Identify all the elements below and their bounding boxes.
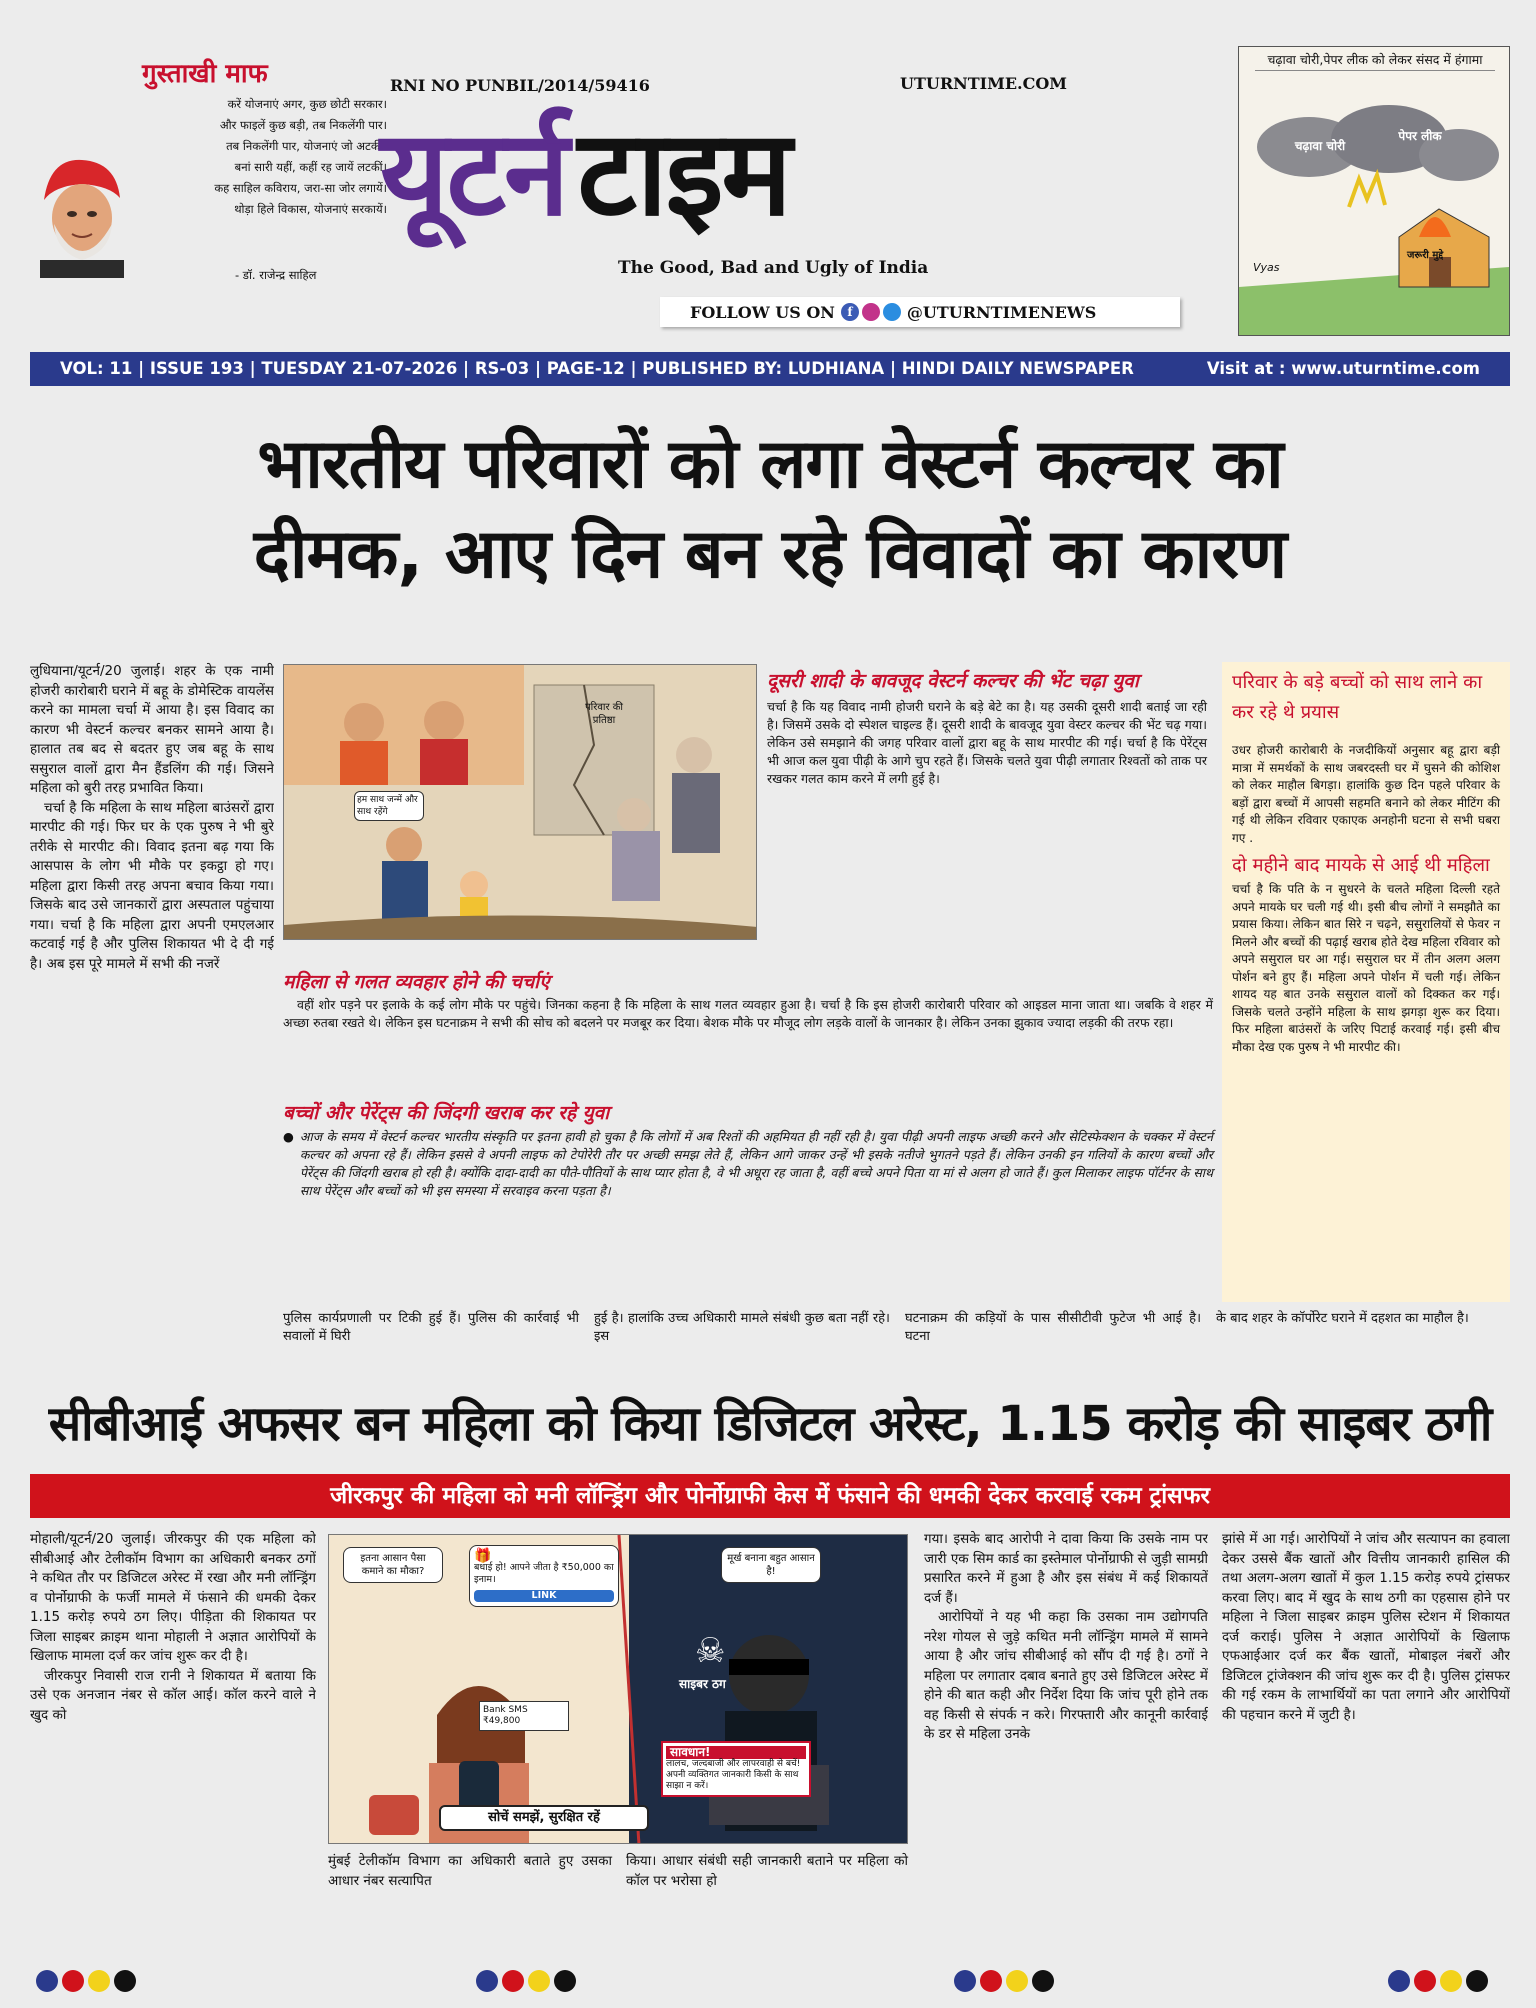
rni-number: RNI NO PUNBIL/2014/59416 (390, 76, 650, 95)
warning-text: लालच, जल्दबाजी और लापरवाही से बचें! अपनी व्यक्तिगत जानकारी किसी के साथ साझा न करें। (666, 1759, 801, 1791)
story1-illustration (283, 664, 757, 940)
story2-headline: सीबीआई अफसर बन महिला को किया डिजिटल अरेस्ट, 1.15 करोड़ की साइबर ठगी (48, 1396, 1492, 1452)
main-headline (30, 420, 1510, 600)
story1-sidebar-box (1222, 662, 1510, 1302)
story1-column-1 (30, 662, 274, 1360)
story2-para-3: गया। इसके बाद आरोपी ने दावा किया कि उसके नाम पर जारी एक सिम कार्ड का इस्तेमाल पोर्नोग्राफी से जुड़ी सामग्री प्रसारित करने में हुआ है और इस संबंध में कई शिकायतें दर्ज हैं। (924, 1531, 1208, 1606)
masthead-name-part1: यूटर्न (380, 104, 568, 242)
story2-para-4: आरोपियों ने यह भी कहा कि उसका नाम उद्योगपति नरेश गोयल से जुड़े कथित मनी लॉन्ड्रिंग मामले में सामने आया है और जांच सीबीआई को सौंप दी गई है। ठगों ने महिला पर लगातार दबाव बनाते हुए उसे डिजिटल अरेस्ट में होने की बात कही और निर्देश दिया कि जांच पूरी होने तक वह किसी से संपर्क न करे। गिरफ्तारी और कानूनी कार्रवाई के डर से महिला उनके (924, 1609, 1208, 1742)
illustration-phone-screen (469, 1545, 619, 1607)
masthead-title (380, 88, 790, 242)
corner-title: गुस्ताखी माफ (142, 59, 268, 89)
box-body-1: उधर होजरी कारोबारी के नजदीकियों अनुसार बहू द्वारा बड़ी मात्रा में समर्थकों के साथ जबरदस्ती घर में घुसने की कोशिश को लेकर माहौल बिगड़ा। हालांकि कुछ दिन पहले परिवार के बड़ों द्वारा बच्चों में आपसी सहमति बनाने को लेकर मीटिंग की गई थी लेकिन रविवार एकाएक अनहोनी घटना से सभी घबरा गए . (1232, 743, 1500, 845)
masthead-name-part2: टाइम (577, 104, 790, 242)
box-heading-2: दो महीने बाद मायके से आई थी महिला (1232, 855, 1490, 876)
story2-column-4: झांसे में आ गई। आरोपियों ने जांच और सत्यापन का हवाला देकर उससे बैंक खातों और वित्तीय जानकारी हासिल की तथा अलग-अलग खातों में कुल 1.15 करोड़ रुपये ट्रांसफर करवा लिए। बाद में खुद के साथ ठगी का एहसास होने पर महिला ने जिला साइबर क्राइम पुलिस स्टेशन में शिकायत दर्ज कराई। पुलिस ने अज्ञात आरोपियों के खिलाफ एफआईआर दर्ज कर बैंक खातों, मोबाइल नंबरों और डिजिटल ट्रांजेक्शन की जांच शुरू कर दी है। पुलिस ट्रांसफर की गई रकम के लाभार्थियों का पता लगाने और आरोपियों की पहचान करने में जुटी है। (1222, 1531, 1510, 1723)
box-body-2: चर्चा है कि पति के न सुधरने के चलते महिला दिल्ली रहते अपने मायके घर चली गई थी। इसी बीच लोगों ने समझौते का प्रयास किया। लेकिन बात सिरे न चढ़ने, ससुरालियों से फेवर न मिलने और बच्चों की पढ़ाई खराब होते देख महिला रविवार को अपने ससुराल घर आ गई। ससुराल घर में तीन अलग अलग पोर्शन बने हुए हैं। महिला अपने पोर्शन में चली गई। लेकिन शायद यह बात उनके ससुराल वालों को दिक्कत कर गई। जिसके चलते उन्होंने महिला के साथ झगड़ा शुरू कर दिया। फिर महिला बाउंसरों के जरिए पिटाई करवाई गई। इसी बीच मौका देख एक पुरुष ने भी मारपीट की। (1232, 882, 1500, 1054)
registration-marks (0, 1970, 1536, 2000)
illustration-bubble-3: मूर्ख बनाना बहुत आसान है! (721, 1547, 821, 1583)
main-headline-line-1: भारतीय परिवारों को लगा वेस्टर्न कल्चर का (257, 425, 1283, 504)
story1-sub-2 (283, 968, 1213, 1032)
gift-icon: 🎁 (474, 1548, 492, 1564)
skull-label: साइबर ठग (679, 1677, 726, 1691)
link-button[interactable]: LINK (474, 1590, 614, 1602)
phone-message: बधाई हो! आपने जीता है ₹50,000 का इनाम। (474, 1562, 614, 1585)
story1-bottom-col-2: हुई है। हालांकि उच्च अधिकारी मामले संबंधी कुछ बता नहीं रहे। इस (594, 1311, 890, 1344)
follow-bar (660, 297, 1180, 327)
follow-label: FOLLOW US ON (690, 302, 835, 322)
issue-info: VOL: 11 | ISSUE 193 | TUESDAY 21-07-2026 | RS-03 | PAGE-12 | PUBLISHED BY: LUDHIANA | HINDI DAILY NEWSPAPER (60, 359, 1134, 378)
poem-line: तब निकलेंगी पार, योजनाएं जो अटकीं। (226, 139, 387, 153)
story2-illustration (328, 1534, 908, 1844)
cartoon-caption: चढ़ावा चोरी,पेपर लीक को लेकर संसद में हंगामा (1255, 51, 1495, 71)
story2-para-2: जीरकपुर निवासी राज रानी ने शिकायत में बताया कि उसे एक अनजान नंबर से कॉल आई। कॉल करने वाले ने खुद को (30, 1667, 316, 1723)
corner-column (30, 50, 387, 300)
cartoon-cloud-label-1: चढ़ावा चोरी (1294, 139, 1346, 153)
cartoon-drawing (1239, 87, 1509, 335)
sub-body: वहीं शोर पड़ने पर इलाके के कई लोग मौके पर पहुंचे। जिनका कहना है कि महिला के साथ गलत व्यवहार हुआ है। चर्चा है कि इस होजरी कारोबारी परिवार को आइडल माना जाता था। जबकि वे शहर में अच्छा रुतबा रखते थे। लेकिन इस घटनाक्रम ने सभी की सोच को बदलने पर मजबूर कर दिया। बेशक मौके पर मौजूद लोग लड़के वालों के जानकार है। लेकिन उनका झुकाव ज्यादा लड़की की तरफ रहा। (283, 997, 1213, 1030)
story1-bottom-col-1: पुलिस कार्यप्रणाली पर टिकी हुई हैं। पुलिस की कार्रवाई भी सवालों में घिरी (283, 1311, 579, 1344)
social-handle[interactable]: @UTURNTIMENEWS (906, 302, 1097, 322)
poem-line: करें योजनाएं अगर, कुछ छोटी सरकार। (227, 97, 387, 111)
skull-icon: ☠ (695, 1631, 726, 1671)
masthead-tagline: The Good, Bad and Ugly of India (618, 258, 929, 278)
twitter-icon[interactable] (883, 303, 901, 321)
sub-heading: दूसरी शादी के बावजूद वेस्टर्न कल्चर की भेंट चढ़ा युवा (767, 670, 1139, 692)
story1-sub-3 (283, 1098, 1213, 1200)
color-dots (1388, 1970, 1492, 1996)
issue-info-bar (30, 352, 1510, 386)
site-url[interactable]: UTURNTIME.COM (900, 74, 1067, 93)
warning-box (661, 1741, 811, 1797)
story1-para-1: लुधियाना/यूटर्न/20 जुलाई। शहर के एक नामी होजरी कारोबारी घराने में बहू के डोमेस्टिक वायलेंस करने का मामला चर्चा में आया है। इस विवाद का कारण भी वेस्टर्न कल्चर बनकर सामने आया है। हालात तब बद से बदतर हुए जब बहू के साथ ससुराल वालों द्वारा मैन हैंडलिंग की गई। जिसने महिला को बुरी तरह प्रभावित किया। (30, 663, 274, 796)
banner-text: जीरकपुर की महिला को मनी लॉन्ड्रिंग और पोर्नोग्राफी केस में फंसाने की धमकी देकर करवाई रकम ट्रांसफर (330, 1483, 1210, 1509)
corner-poem (102, 94, 387, 220)
story2-under-image-1: मुंबई टेलीकॉम विभाग का अधिकारी बताते हुए उसका आधार नंबर सत्यापित (328, 1853, 612, 1889)
instagram-icon[interactable] (862, 303, 880, 321)
story2-column-1 (30, 1530, 316, 1950)
cartoon-cloud-label-2: पेपर लीक (1398, 129, 1442, 143)
bullet-icon: ● (283, 1129, 294, 1144)
color-dots (954, 1970, 1058, 1996)
sub-heading: बच्चों और पेरेंट्स की जिंदगी खराब कर रहे युवा (283, 1102, 610, 1124)
poem-line: और फाइलें कुछ बड़ी, तब निकलेंगी पार। (219, 118, 387, 132)
story1-bottom-col-4: के बाद शहर के कॉर्पोरेट घराने में दहशत का माहौल है। (1216, 1311, 1469, 1326)
story2-under-image-2: किया। आधार संबंधी सही जानकारी बताने पर महिला को कॉल पर भरोसा हो (626, 1853, 908, 1889)
main-headline-line-2: दीमक, आए दिन बन रहे विवादों का कारण (253, 515, 1287, 594)
facebook-icon[interactable]: f (841, 303, 859, 321)
story1-para-2: चर्चा है कि महिला के साथ महिला बाउंसरों द्वारा मारपीट की गई। फिर घर के एक पुरुष ने भी बुरे तरीके से मारपीट की। विवाद इतना बढ़ गया कि आसपास के लोग भी मौके पर इकट्ठा हो गए। महिला द्वारा किसी तरह अपना बचाव किया गया। जिसके बाद उसे जानकारों द्वारा अस्पताल पहुंचाया गया। चर्चा है कि महिला द्वारा अपनी एमएलआर कटवाई गई है और पुलिस शिकायत भी दे दी गई है। अब इस पूरे मामले में सभी की नजरें (30, 799, 274, 972)
illustration-sms: Bank SMS ₹49,800 (479, 1701, 569, 1731)
poem-author: - डॉ. राजेन्द्र साहिल (235, 268, 317, 282)
cartoon-signature: Vyas (1253, 261, 1280, 274)
story2-para-1: मोहाली/यूटर्न/20 जुलाई। जीरकपुर की एक महिला को सीबीआई और टेलीकॉम विभाग का अधिकारी बनकर ठगों ने कथित तौर पर डिजिटल अरेस्ट में रखा और मनी लॉन्ड्रिंग व पोर्नोग्राफी के फर्जी मामले में फंसाने की धमकी देकर 1.15 करोड़ रुपये ठग लिए। पीड़िता की शिकायत पर जिला साइबर क्राइम थाना मोहाली ने अज्ञात आरोपियों के खिलाफ मामला दर्ज कर जांच शुरू कर दी है। (30, 1531, 316, 1664)
poem-line: थोड़ा हिले विकास, योजनाएं सरकायें। (234, 202, 387, 216)
box-heading-1: परिवार के बड़े बच्चों को साथ लाने का कर रहे थे प्रयास (1232, 672, 1483, 723)
story1-bottom-col-3: घटनाक्रम की कड़ियों के पास सीसीटीवी फुटेज भी आई है। घटना (905, 1311, 1201, 1344)
sub-body-text: आज के समय में वेस्टर्न कल्चर भारतीय संस्कृति पर इतना हावी हो चुका है कि लोगों में अब रिश्तों की अहमियत ही नहीं रही है। युवा पीढ़ी अपनी लाइफ अच्छी करने और सेटिस्फेक्शन के चक्कर में वेस्टर्न कल्चर को अपना रहे हैं। लेकिन इससे वे अपनी लाइफ को टेपोरेरी तौर पर अच्छी समझ लेते हैं, लेकिन आगे जाकर उन्हें भी इसके नतीजे भुगतने पड़ते हैं। लेकिन उनकी इन गलियों के कारण बच्चों और पेरेंट्स की जिंदगी खराब हो रही है। क्योंकि दादा-दादी का पौते-पौतियों के साथ प्यार होता है, वे भी अधूरा रह जाता है, वहीं बच्चे अपने पिता या मां से अलग हो जाते हैं। कुल मिलाकर लाइफ पॉर्टनर के साथ साथ पेरेंट्स और बच्चों को भी इस समस्या में सरवाइव करना पड़ता है। (299, 1129, 1213, 1198)
sub-body: चर्चा है कि यह विवाद नामी होजरी घराने के बड़े बेटे का है। यह उसकी दूसरी शादी बताई जा रही है। जिसमें उसके दो स्पेशल चाइल्ड हैं। दूसरी शादी के बावजूद युवा वेस्टर कल्चर की भेंट चढ़ गया। लेकिन उसे समझाने की जगह परिवार वालों द्वारा बहू के साथ मारपीट की गई। चर्चा है कि पेरेंट्स भी आज कल युवा पीढ़ी के आगे चुप रहते हैं। जिसके चलते युवा पीढ़ी लगातार रिश्वतों को ताक पर रखकर गलत काम करने में लगी हुई है। (767, 699, 1207, 786)
story2-column-3 (924, 1530, 1208, 1950)
poem-line: कह साहिल कविराय, जरा-सा जोर लगायें। (214, 181, 387, 195)
illustration-footer-banner: सोचें समझें, सुरक्षित रहें (439, 1805, 649, 1831)
color-dots (36, 1970, 140, 1996)
sub-body (283, 1128, 1213, 1200)
story1-sub-1 (767, 664, 1207, 788)
illustration-speech-bubble: हम साथ जन्में और साथ रहेंगे (354, 791, 424, 821)
illustration-bubble-1: इतना आसान पैसा कमाने का मौका? (343, 1547, 443, 1583)
warning-title: सावधान! (666, 1746, 806, 1759)
cartoon-house-label: जरूरी मुद्दे (1407, 250, 1444, 261)
color-dots (476, 1970, 580, 1996)
editorial-cartoon (1238, 46, 1510, 336)
poem-line: बनां सारी यहीं, कहीं रह जायें लटकीं। (234, 160, 387, 174)
illustration-label-family-prestige: परिवार की प्रतिष्ठा (584, 702, 624, 726)
sub-heading: महिला से गलत व्यवहार होने की चर्चाएं (283, 971, 550, 993)
visit-link[interactable]: Visit at : www.uturntime.com (1206, 359, 1480, 378)
story2-banner (30, 1474, 1510, 1518)
